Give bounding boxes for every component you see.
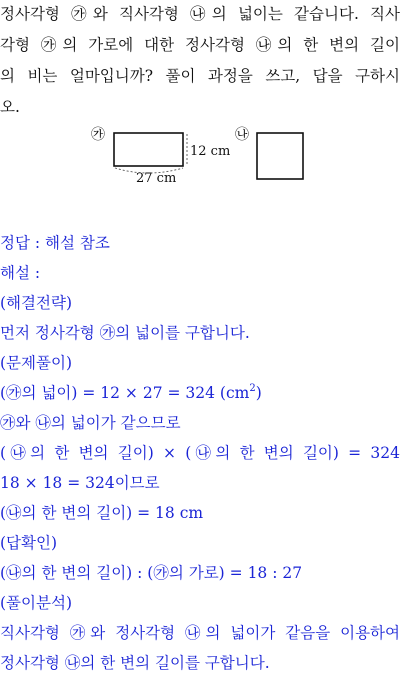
answer-line: 정답 : 해설 참조 — [0, 234, 110, 252]
rectangle-ga — [114, 133, 183, 166]
problem-line-4: 오. — [0, 98, 20, 116]
analysis-line-1: 직사각형 ㉮와 정사각형 ㉯의 넓이가 같음을 이용하여 — [0, 624, 400, 642]
side-result-line: (㉯의 한 변의 길이) = 18 cm — [0, 504, 204, 522]
side-equation-line: (㉯의 한 변의 길이) × (㉯의 한 변의 길이) = 324 — [0, 444, 400, 462]
problem-line-1: 정사각형 ㉮와 직사각형 ㉯의 넓이는 같습니다. 직사 — [0, 5, 400, 23]
area-unit-sup: 2 — [249, 383, 256, 394]
explain-header: 해설 : — [0, 264, 41, 282]
check-header: (답확인) — [0, 534, 58, 552]
square-calc-line: 18 × 18 = 324이므로 — [0, 474, 160, 492]
area-calc-line — [0, 381, 262, 403]
square-na — [257, 133, 303, 179]
figure-diagram — [0, 0, 400, 200]
height-label: 12 cm — [190, 144, 231, 159]
problem-line-3: 의 비는 얼마입니까? 풀이 과정을 쓰고, 답을 구하시 — [0, 67, 400, 85]
problem-line-2: 각형 ㉮의 가로에 대한 정사각형 ㉯의 한 변의 길이 — [0, 36, 400, 54]
area-calc: (㉮의 넓이) = 12 × 27 = 324 (cm — [0, 384, 250, 402]
area-close: ) — [255, 384, 262, 402]
strategy-header: (해결전략) — [0, 294, 72, 312]
label-na: ㉯ — [235, 127, 249, 143]
solving-header: (문제풀이) — [0, 354, 72, 372]
same-area-line: ㉮와 ㉯의 넓이가 같으므로 — [0, 414, 181, 432]
width-label: 27 cm — [136, 171, 177, 186]
analysis-line-2: 정사각형 ㉯의 한 변의 길이를 구합니다. — [0, 654, 270, 672]
analysis-header: (풀이분석) — [0, 594, 72, 612]
strategy-text: 먼저 정사각형 ㉮의 넓이를 구합니다. — [0, 324, 250, 342]
ratio-line: (㉯의 한 변의 길이) : (㉮의 가로) = 18 : 27 — [0, 564, 303, 582]
label-ga: ㉮ — [91, 127, 105, 143]
